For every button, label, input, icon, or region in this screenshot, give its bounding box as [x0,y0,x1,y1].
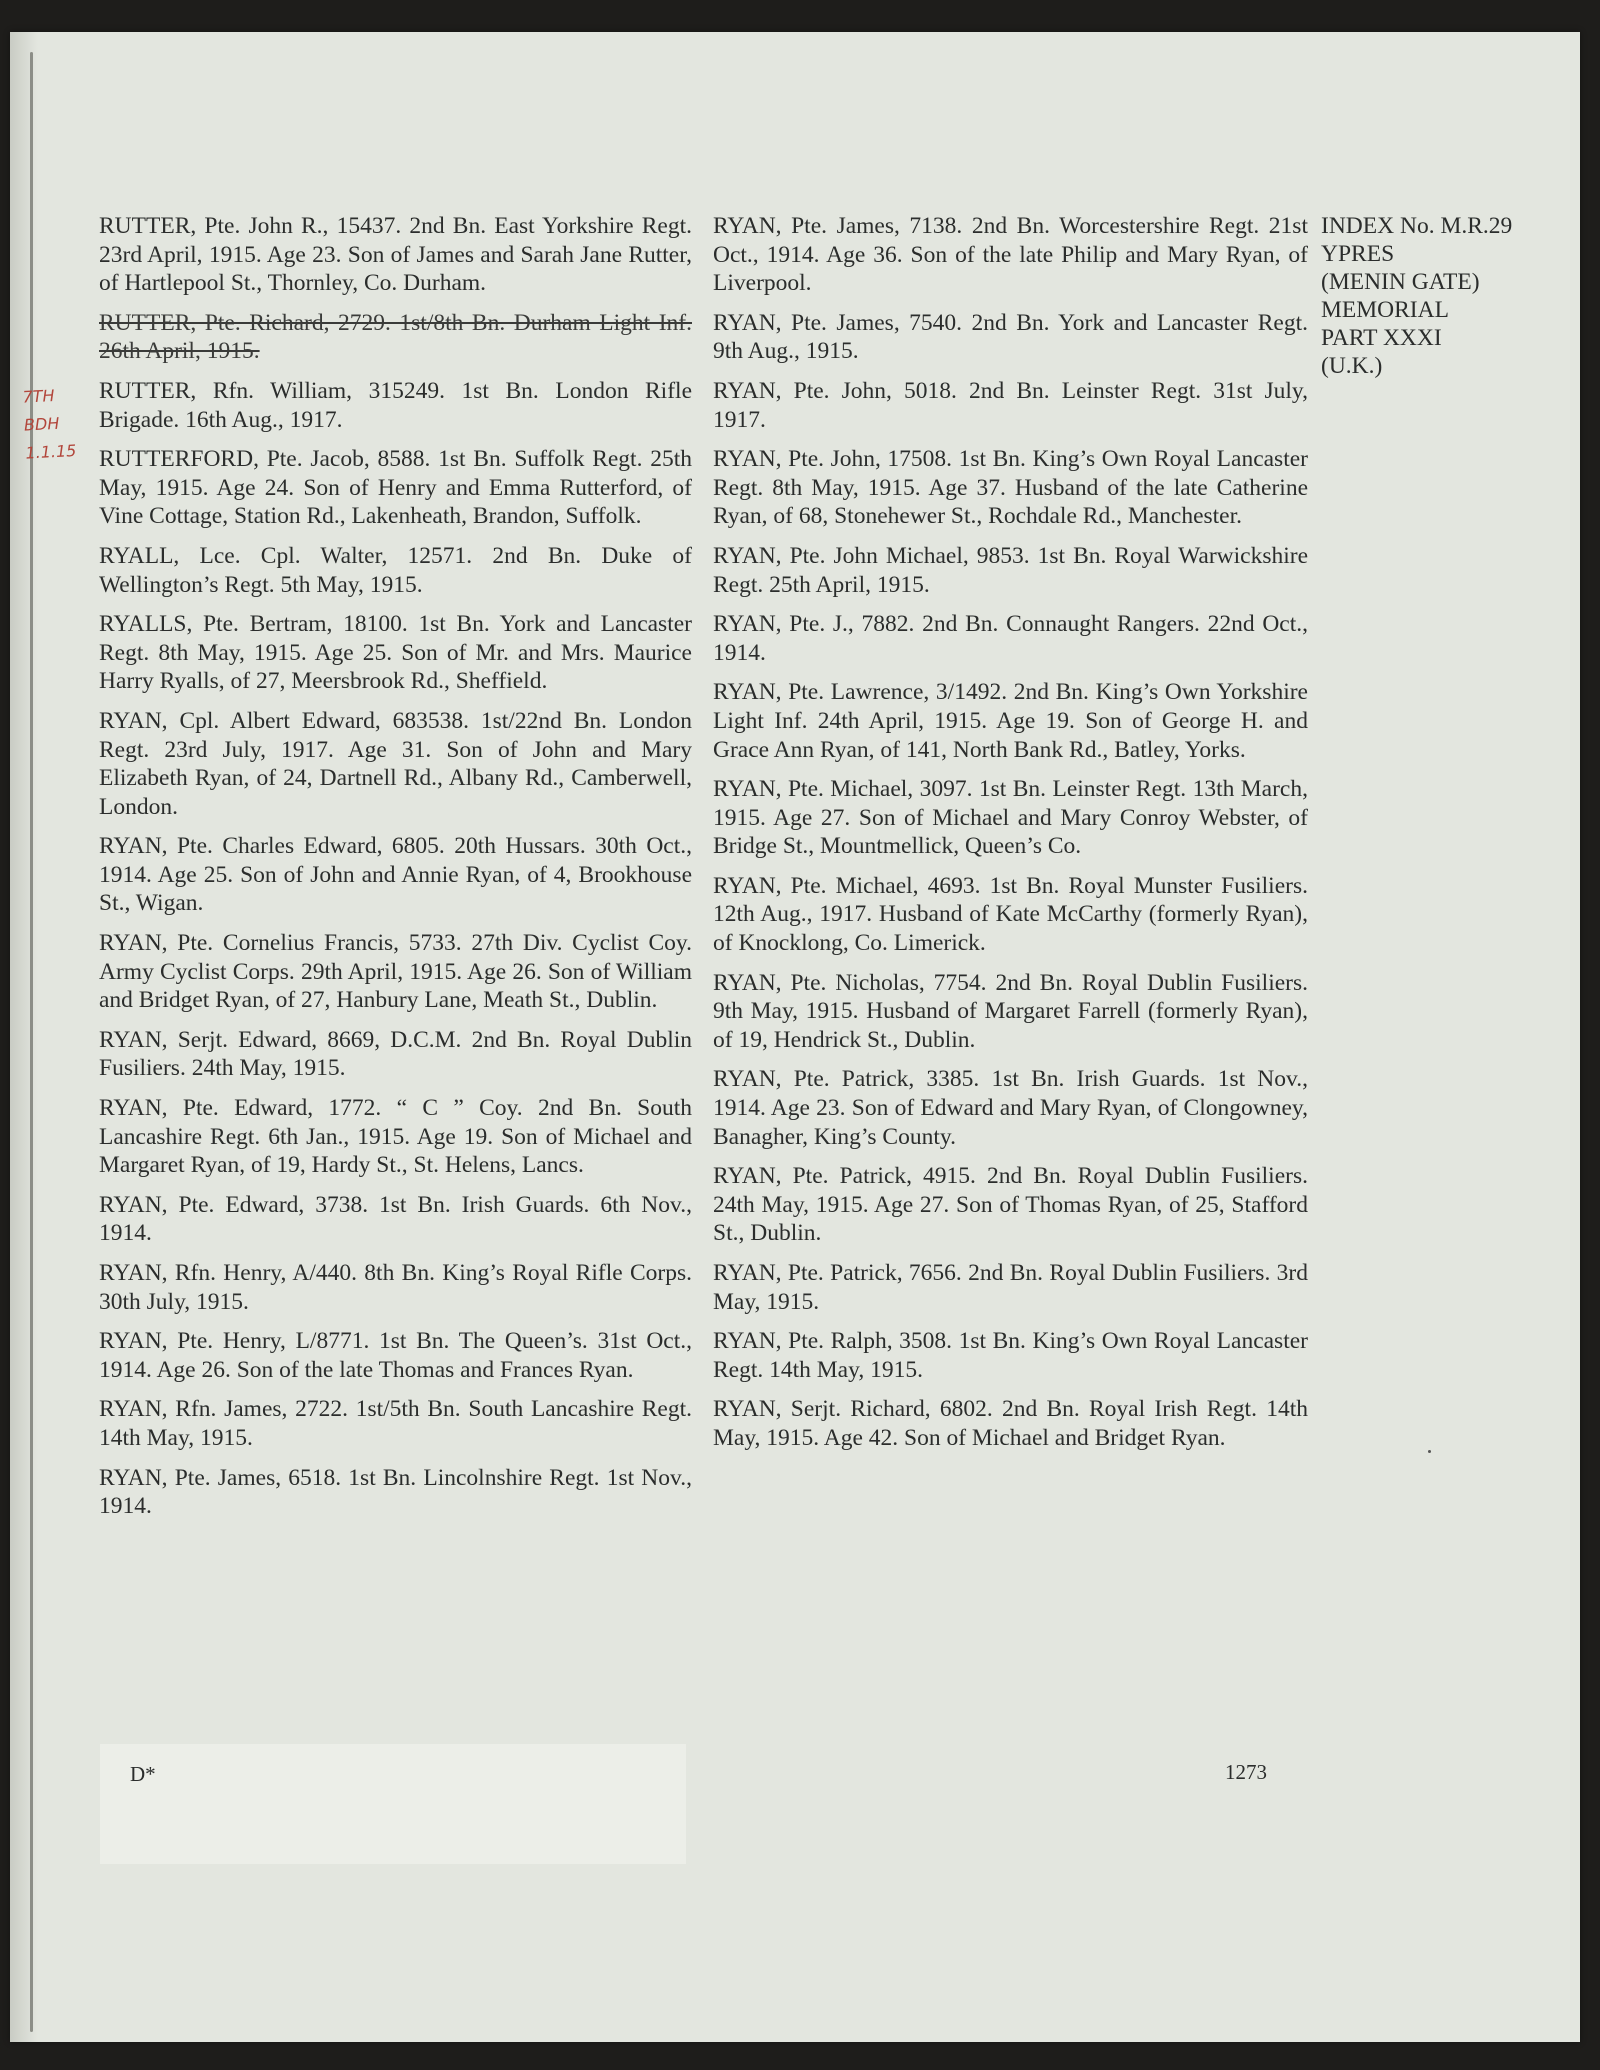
memorial-location: YPRES [1321,241,1395,267]
page-number: 1273 [1225,1760,1267,1784]
casualty-entry: RYAN, Pte. Charles Edward, 6805. 20th Hussars. 30th Oct., 1914. Age 25. Son of John and Annie Ryan, of 4, Brookhouse St., Wigan. [99,833,692,917]
country-code: (U.K.) [1321,353,1383,379]
printer-signature: D* [130,1762,156,1786]
margin-note-line: BDH [23,413,60,435]
casualty-entry: RUTTERFORD, Pte. Jacob, 8588. 1st Bn. Suffolk Regt. 25th May, 1915. Age 24. Son of Henry and Emma Rutterford, of Vine Cottage, Station Rd., Lakenheath, Brandon, Suffolk. [99,446,692,530]
margin-note-line: 1.1.15 [24,440,77,463]
casualty-entry: RYAN, Cpl. Albert Edward, 683538. 1st/22nd Bn. London Regt. 23rd July, 1917. Age 31. Son of John and Mary Elizabeth Ryan, of 24, Dartnell Rd., Albany Rd., Camberwell, London. [99,707,692,820]
middle-column [713,212,1308,1464]
casualty-entry: RYAN, Pte. James, 6518. 1st Bn. Lincolnshire Regt. 1st Nov., 1914. [99,1464,692,1520]
casualty-entry: RYAN, Pte. James, 7540. 2nd Bn. York and Lancaster Regt. 9th Aug., 1915. [713,309,1308,365]
margin-note-line: 7TH [22,386,55,407]
casualty-entry: RYAN, Pte. Michael, 3097. 1st Bn. Leinster Regt. 13th March, 1915. Age 27. Son of Michael and Mary Conroy Webster, of Bridge St., Mountmellick, Queen’s Co. [713,776,1308,860]
casualty-entry: RYAN, Pte. John Michael, 9853. 1st Bn. Royal Warwickshire Regt. 25th April, 1915. [713,542,1308,598]
page-binding [10,32,38,2042]
casualty-entry: RYAN, Serjt. Edward, 8669, D.C.M. 2nd Bn. Royal Dublin Fusiliers. 24th May, 1915. [99,1026,692,1082]
casualty-entry: RYAN, Pte. Patrick, 4915. 2nd Bn. Royal Dublin Fusiliers. 24th May, 1915. Age 27. Son of Thomas Ryan, of 25, Stafford St., Dublin. [713,1163,1308,1247]
index-number: INDEX No. M.R.29 [1321,213,1513,239]
binding-edge [30,52,33,2032]
paper-patch [100,1744,686,1864]
casualty-entry: RYAN, Pte. James, 7138. 2nd Bn. Worcestershire Regt. 21st Oct., 1914. Age 36. Son of the late Philip and Mary Ryan, of Liverpool. [713,213,1308,297]
casualty-entry: RYAN, Pte. Edward, 1772. “ C ” Coy. 2nd Bn. South Lancashire Regt. 6th Jan., 1915. Age 19. Son of Michael and Margaret Ryan, of 19, Hardy St., St. Helens, Lancs. [99,1095,692,1179]
part-number: PART XXXI [1321,325,1442,351]
casualty-entry: RYAN, Pte. Patrick, 3385. 1st Bn. Irish Guards. 1st Nov., 1914. Age 23. Son of Edward and Mary Ryan, of Clongowney, Banagher, King’s County. [713,1066,1308,1150]
casualty-entry: RYAN, Pte. Lawrence, 3/1492. 2nd Bn. King’s Own Yorkshire Light Inf. 24th April, 1915. Age 19. Son of George H. and Grace Ann Ryan, of 141, North Bank Rd., Batley, Yorks. [713,679,1308,763]
memorial-label: MEMORIAL [1321,297,1449,323]
casualty-entry: RUTTER, Pte. John R., 15437. 2nd Bn. East Yorkshire Regt. 23rd April, 1915. Age 23. Son of James and Sarah Jane Rutter, of Hartlepool St., Thornley, Co. Durham. [99,213,692,297]
handwritten-margin-note [22,380,88,467]
casualty-entry: RYAN, Pte. Henry, L/8771. 1st Bn. The Queen’s. 31st Oct., 1914. Age 26. Son of the late Thomas and Frances Ryan. [99,1328,692,1383]
casualty-entry: RYALL, Lce. Cpl. Walter, 12571. 2nd Bn. Duke of Wellington’s Regt. 5th May, 1915. [99,542,692,598]
casualty-entry: RYAN, Pte. Michael, 4693. 1st Bn. Royal Munster Fusiliers. 12th Aug., 1917. Husband of Kate McCarthy (formerly Ryan), of Knocklong, Co. Limerick. [713,872,1308,957]
casualty-entry: RYAN, Pte. Cornelius Francis, 5733. 27th Div. Cyclist Coy. Army Cyclist Corps. 29th April, 1915. Age 26. Son of William and Bridget Ryan, of 27, Hanbury Lane, Meath St., Dublin. [99,930,692,1014]
memorial-name: (MENIN GATE) [1321,269,1480,295]
paper-speck [1428,1450,1431,1453]
casualty-entry: RYAN, Pte. Nicholas, 7754. 2nd Bn. Royal Dublin Fusiliers. 9th May, 1915. Husband of Margaret Farrell (formerly Ryan), of 19, Hendrick St., Dublin. [713,969,1308,1053]
casualty-entry: RYALLS, Pte. Bertram, 18100. 1st Bn. York and Lancaster Regt. 8th May, 1915. Age 25. Son of Mr. and Mrs. Maurice Harry Ryalls, of 27, Meersbrook Rd., Sheffield. [99,611,692,695]
struck-casualty-entry: RUTTER, Pte. Richard, 2729. 1st/8th Bn. Durham Light Inf. 26th April, 1915. [99,309,692,365]
book-page [10,32,1580,2042]
casualty-entry: RYAN, Pte. Edward, 3738. 1st Bn. Irish Guards. 6th Nov., 1914. [99,1191,692,1247]
casualty-entry: RYAN, Pte. J., 7882. 2nd Bn. Connaught Rangers. 22nd Oct., 1914. [713,611,1308,666]
casualty-entry: RYAN, Pte. Patrick, 7656. 2nd Bn. Royal Dublin Fusiliers. 3rd May, 1915. [713,1260,1308,1315]
casualty-entry: RYAN, Pte. John, 5018. 2nd Bn. Leinster Regt. 31st July, 1917. [713,377,1308,433]
casualty-entry: RYAN, Pte. John, 17508. 1st Bn. King’s Own Royal Lancaster Regt. 8th May, 1915. Age 37. Husband of the late Catherine Ryan, of 68, Stonehewer St., Rochdale Rd., Manchester. [713,446,1308,530]
casualty-entry: RUTTER, Rfn. William, 315249. 1st Bn. London Rifle Brigade. 16th Aug., 1917. [99,377,692,433]
casualty-entry: RYAN, Rfn. Henry, A/440. 8th Bn. King’s Royal Rifle Corps. 30th July, 1915. [99,1260,692,1315]
memorial-index-block [1321,212,1581,380]
casualty-entry: RYAN, Rfn. James, 2722. 1st/5th Bn. South Lancashire Regt. 14th May, 1915. [99,1396,692,1451]
casualty-entry: RYAN, Serjt. Richard, 6802. 2nd Bn. Royal Irish Regt. 14th May, 1915. Age 42. Son of Michael and Bridget Ryan. [713,1396,1308,1451]
casualty-entry: RYAN, Pte. Ralph, 3508. 1st Bn. King’s Own Royal Lancaster Regt. 14th May, 1915. [713,1328,1308,1383]
left-column [99,212,692,1532]
